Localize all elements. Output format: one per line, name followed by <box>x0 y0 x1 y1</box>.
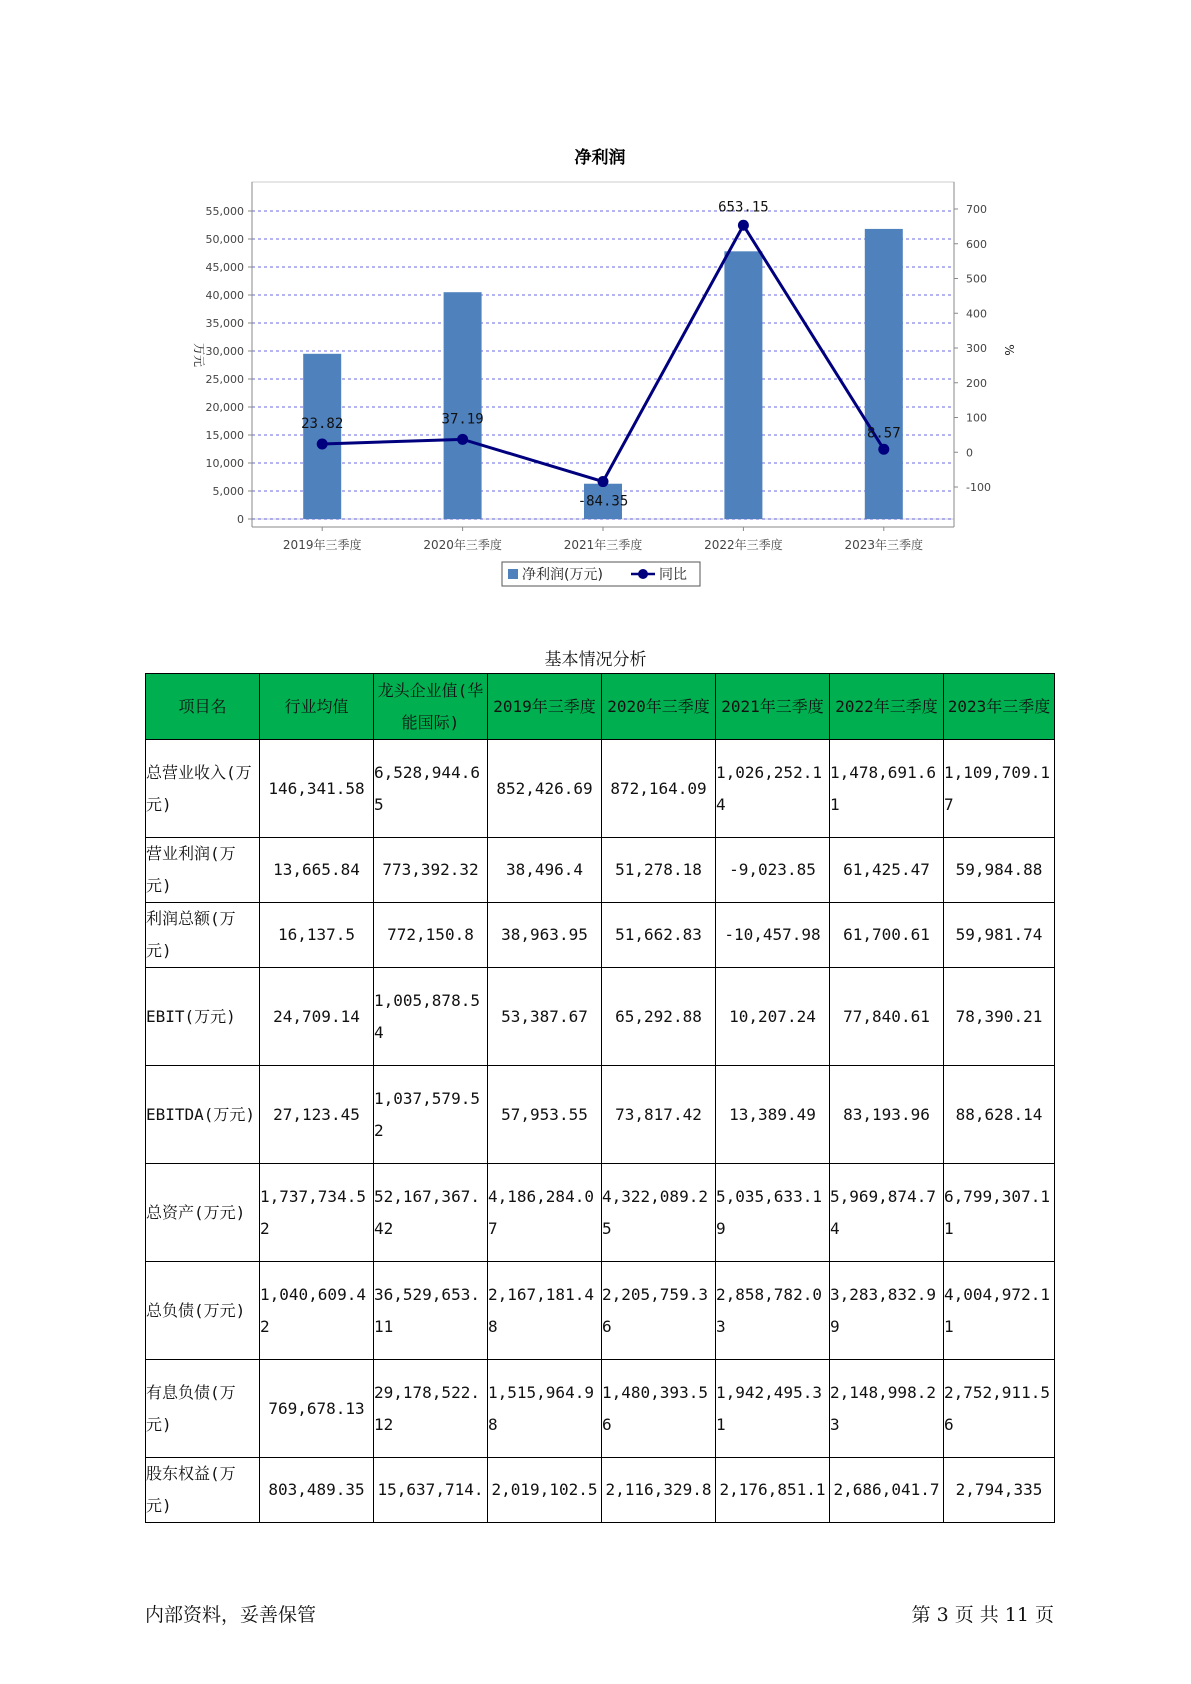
table-cell: 38,496.4 <box>488 838 602 903</box>
table-cell: 872,164.09 <box>602 740 716 838</box>
x-category-label: 2022年三季度 <box>704 538 783 552</box>
table-cell: 1,037,579.52 <box>374 1066 488 1164</box>
row-label: 总资产(万元) <box>146 1164 260 1262</box>
y-tick-label: 55,000 <box>205 205 244 218</box>
net-profit-bar <box>441 292 484 519</box>
header-industry-avg: 行业均值 <box>260 674 374 740</box>
y-tick-label: 45,000 <box>205 261 244 274</box>
x-category-label: 2023年三季度 <box>844 538 924 552</box>
table-row <box>146 968 1055 1066</box>
table-cell: 1,737,734.52 <box>260 1164 374 1262</box>
net-profit-bar <box>724 251 762 519</box>
table-cell: 4,322,089.25 <box>602 1164 716 1262</box>
row-label: 利润总额(万元) <box>146 903 260 968</box>
chart-svg <box>0 0 1191 600</box>
table-row <box>146 1164 1055 1262</box>
y-tick-label: 25,000 <box>205 373 244 386</box>
row-label: 总负债(万元) <box>146 1262 260 1360</box>
legend-bar-label: 净利润(万元) <box>522 567 603 583</box>
table-cell: 1,942,495.31 <box>716 1360 830 1458</box>
net-profit-chart <box>0 0 1191 600</box>
y2-tick-label: 700 <box>966 203 987 216</box>
y-tick-label: 20,000 <box>205 401 244 414</box>
yoy-data-label: -84.35 <box>577 493 629 510</box>
table-row <box>146 1262 1055 1360</box>
table-header-row <box>146 674 1055 740</box>
table-cell: 61,425.47 <box>830 838 944 903</box>
yoy-data-label: 8.57 <box>866 425 901 442</box>
y-tick-label: 30,000 <box>205 345 244 358</box>
row-label: EBIT(万元) <box>146 968 260 1066</box>
table-cell: 6,528,944.65 <box>374 740 488 838</box>
table-cell: 1,478,691.61 <box>830 740 944 838</box>
table-cell: 16,137.5 <box>260 903 374 968</box>
y2-tick-label: -100 <box>966 481 991 494</box>
plot-area <box>252 182 954 519</box>
net-profit-bar <box>301 354 344 519</box>
header-2021q3: 2021年三季度 <box>716 674 830 740</box>
yoy-point <box>738 220 749 231</box>
table-cell: 2,752,911.56 <box>944 1360 1055 1458</box>
footer-confidential-note: 内部资料，妥善保管 <box>145 1604 317 1626</box>
yoy-point <box>457 434 468 445</box>
yoy-data-label: 23.82 <box>301 415 344 432</box>
header-item-name: 项目名 <box>146 674 260 740</box>
table-cell: 5,969,874.74 <box>830 1164 944 1262</box>
header-2019q3: 2019年三季度 <box>488 674 602 740</box>
table-cell: 852,426.69 <box>488 740 602 838</box>
table-cell: 772,150.8 <box>374 903 488 968</box>
chart-title: 净利润 <box>574 148 626 168</box>
y-tick-label: 0 <box>237 513 244 526</box>
yoy-point <box>598 476 609 487</box>
table-cell: 61,700.61 <box>830 903 944 968</box>
table-row <box>146 903 1055 968</box>
yoy-data-label: 653.15 <box>718 199 769 216</box>
table-cell: 1,109,709.17 <box>944 740 1055 838</box>
table-cell: 88,628.14 <box>944 1066 1055 1164</box>
table-cell: 2,205,759.36 <box>602 1262 716 1360</box>
table-cell: 13,665.84 <box>260 838 374 903</box>
table-cell: 13,389.49 <box>716 1066 830 1164</box>
table-cell: 15,637,714. <box>374 1458 488 1523</box>
table-cell: 146,341.58 <box>260 740 374 838</box>
table-cell: 51,278.18 <box>602 838 716 903</box>
table-cell: 803,489.35 <box>260 1458 374 1523</box>
table-title: 基本情况分析 <box>544 650 647 670</box>
table-cell: -10,457.98 <box>716 903 830 968</box>
header-2020q3: 2020年三季度 <box>602 674 716 740</box>
legend-line-marker <box>638 569 648 579</box>
yoy-point <box>878 444 889 455</box>
y2-tick-label: 200 <box>966 376 987 390</box>
y2-tick-label: 600 <box>966 237 987 251</box>
table-cell: 2,019,102.5 <box>488 1458 602 1523</box>
table-row <box>146 838 1055 903</box>
header-leader-value: 龙头企业值(华能国际) <box>374 674 488 740</box>
table-body <box>146 740 1055 1523</box>
table-cell: 83,193.96 <box>830 1066 944 1164</box>
y-tick-label: 10,000 <box>205 457 244 470</box>
row-label: 总营业收入(万元) <box>146 740 260 838</box>
table-row <box>146 1360 1055 1458</box>
legend-line-label: 同比 <box>659 567 687 583</box>
y-axis-label: 万元 <box>192 342 206 368</box>
table-row <box>146 740 1055 838</box>
table-cell: 2,116,329.8 <box>602 1458 716 1523</box>
table-cell: 2,176,851.1 <box>716 1458 830 1523</box>
table-cell: 77,840.61 <box>830 968 944 1066</box>
y-tick-label: 15,000 <box>205 429 244 442</box>
y2-tick-label: 100 <box>966 411 987 425</box>
table-cell: 57,953.55 <box>488 1066 602 1164</box>
y-tick-label: 50,000 <box>205 233 244 246</box>
table-cell: 59,981.74 <box>944 903 1055 968</box>
table-cell: 36,529,653.11 <box>374 1262 488 1360</box>
table-cell: 2,858,782.03 <box>716 1262 830 1360</box>
y-tick-label: 5,000 <box>212 485 244 498</box>
table-cell: 38,963.95 <box>488 903 602 968</box>
y2-tick-label: 500 <box>966 272 987 286</box>
table-row <box>146 1066 1055 1164</box>
table-cell: 1,040,609.42 <box>260 1262 374 1360</box>
table-cell: 27,123.45 <box>260 1066 374 1164</box>
y2-tick-label: 0 <box>966 446 973 460</box>
table-cell: 773,392.32 <box>374 838 488 903</box>
yoy-point <box>317 438 328 449</box>
table-cell: 4,186,284.07 <box>488 1164 602 1262</box>
table-cell: 51,662.83 <box>602 903 716 968</box>
table-cell: 6,799,307.11 <box>944 1164 1055 1262</box>
table-cell: 24,709.14 <box>260 968 374 1066</box>
row-label: 有息负债(万元) <box>146 1360 260 1458</box>
table-cell: 29,178,522.12 <box>374 1360 488 1458</box>
table-cell: 769,678.13 <box>260 1360 374 1458</box>
footer-page-number: 第 3 页 共 11 页 <box>911 1604 1054 1626</box>
y2-tick-label: 300 <box>966 342 987 355</box>
table-cell: 2,148,998.23 <box>830 1360 944 1458</box>
y-tick-label: 40,000 <box>205 289 244 302</box>
net-profit-bar <box>865 229 903 519</box>
table-cell: 10,207.24 <box>716 968 830 1066</box>
x-category-label: 2019年三季度 <box>282 538 362 552</box>
y2-tick-label: 400 <box>966 307 987 321</box>
y-tick-label: 35,000 <box>205 317 244 330</box>
table-cell: 59,984.88 <box>944 838 1055 903</box>
x-category-label: 2021年三季度 <box>563 538 643 552</box>
table-cell: 1,005,878.54 <box>374 968 488 1066</box>
table-cell: 78,390.21 <box>944 968 1055 1066</box>
row-label: 营业利润(万元) <box>146 838 260 903</box>
row-label: EBITDA(万元) <box>146 1066 260 1164</box>
table-cell: 5,035,633.19 <box>716 1164 830 1262</box>
table-cell: 3,283,832.99 <box>830 1262 944 1360</box>
yoy-data-label: 37.19 <box>441 411 484 428</box>
y2-axis-label: % <box>1002 344 1016 356</box>
x-category-label: 2020年三季度 <box>423 538 502 552</box>
table-cell: 1,515,964.98 <box>488 1360 602 1458</box>
table-cell: 2,794,335 <box>944 1458 1055 1523</box>
basic-analysis-table <box>145 673 1055 1523</box>
table-cell: 1,480,393.56 <box>602 1360 716 1458</box>
table-cell: 1,026,252.14 <box>716 740 830 838</box>
table-row <box>146 1458 1055 1523</box>
table-cell: 53,387.67 <box>488 968 602 1066</box>
table-cell: 52,167,367.42 <box>374 1164 488 1262</box>
table-cell: 2,686,041.7 <box>830 1458 944 1523</box>
header-2022q3: 2022年三季度 <box>830 674 944 740</box>
row-label: 股东权益(万元) <box>146 1458 260 1523</box>
legend-bar-swatch <box>508 569 518 579</box>
table-cell: 73,817.42 <box>602 1066 716 1164</box>
table-cell: 65,292.88 <box>602 968 716 1066</box>
header-2023q3: 2023年三季度 <box>944 674 1055 740</box>
table-cell: 2,167,181.48 <box>488 1262 602 1360</box>
table-cell: -9,023.85 <box>716 838 830 903</box>
table-cell: 4,004,972.11 <box>944 1262 1055 1360</box>
